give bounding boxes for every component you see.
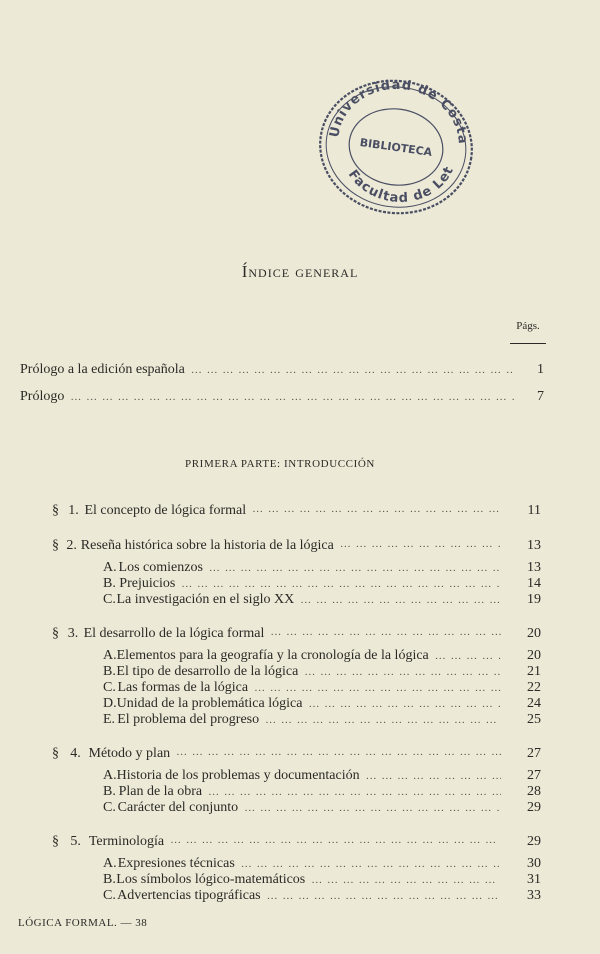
subsection-title: Prejuicios xyxy=(119,576,176,591)
subsection-letter: B. xyxy=(103,664,116,679)
section-page: 29 xyxy=(527,834,541,849)
dot-leader xyxy=(300,592,501,608)
section-symbol: § xyxy=(52,503,59,518)
dot-leader xyxy=(435,648,501,664)
section-title: Terminología xyxy=(88,834,165,849)
toc-subsection xyxy=(103,872,501,888)
subsection-letter: C. xyxy=(103,680,116,695)
subsection-page: 14 xyxy=(527,576,541,591)
toc-entry-label: Prólogo xyxy=(20,389,65,404)
toc-subsection xyxy=(103,664,501,680)
subsection-title: El problema del progreso xyxy=(117,712,260,727)
dot-leader xyxy=(366,768,501,784)
dot-leader xyxy=(340,538,501,554)
subsection-page: 20 xyxy=(527,648,541,663)
dot-leader xyxy=(170,834,501,850)
dot-leader xyxy=(254,680,501,696)
subsection-title: Los comienzos xyxy=(118,560,203,575)
dot-leader xyxy=(267,888,501,904)
section-number: 5. xyxy=(70,834,81,849)
toc-entry-label: Prólogo a la edición española xyxy=(20,362,185,377)
subsection-title: Elementos para la geografía y la cronología de la lógica xyxy=(116,648,429,663)
subsection-title: Las formas de la lógica xyxy=(117,680,249,695)
section-number: 1. xyxy=(68,503,79,518)
subsection-letter: A. xyxy=(103,560,117,575)
dot-leader xyxy=(270,626,501,642)
subsection-letter: B. xyxy=(103,872,116,887)
section-title: Reseña histórica sobre la historia de la lógica xyxy=(80,538,334,553)
dot-leader xyxy=(176,746,501,762)
dot-leader xyxy=(304,664,501,680)
subsection-letter: C. xyxy=(103,888,116,903)
section-symbol: § xyxy=(52,538,59,553)
toc-section xyxy=(52,503,501,519)
toc-subsection xyxy=(103,768,501,784)
pages-column-label: Págs. xyxy=(516,320,540,332)
subsection-page: 19 xyxy=(527,592,541,607)
section-page: 13 xyxy=(527,538,541,553)
toc-subsection xyxy=(103,680,501,696)
page-title: Índice general xyxy=(241,262,359,281)
subsection-letter: B. xyxy=(103,784,116,799)
subsection-page: 27 xyxy=(527,768,541,783)
subsection-title: Unidad de la problemática lógica xyxy=(116,696,303,711)
toc-subsection xyxy=(103,712,501,728)
toc-entry-front xyxy=(20,389,544,405)
subsection-letter: A. xyxy=(103,856,117,871)
subsection-title: Carácter del conjunto xyxy=(117,800,239,815)
subsection-page: 30 xyxy=(527,856,541,871)
dot-leader xyxy=(241,856,501,872)
subsection-letter: A. xyxy=(103,768,117,783)
toc-subsection xyxy=(103,696,501,712)
section-number: 3. xyxy=(67,626,79,641)
section-number: 4. xyxy=(70,746,81,761)
toc-entry-page: 7 xyxy=(537,389,544,404)
subsection-page: 31 xyxy=(527,872,541,887)
section-symbol: § xyxy=(52,626,59,641)
subsection-title: Historia de los problemas y documentación xyxy=(116,768,360,783)
section-symbol: § xyxy=(52,746,59,761)
toc-subsection xyxy=(103,576,501,592)
toc-section xyxy=(52,834,501,850)
subsection-title: La investigación en el siglo XX xyxy=(116,592,295,607)
subsection-page: 33 xyxy=(527,888,541,903)
section-page: 20 xyxy=(527,626,541,641)
pages-column-rule xyxy=(510,343,546,344)
dot-leader xyxy=(208,784,501,800)
toc-entry-page: 1 xyxy=(537,362,544,377)
subsection-page: 13 xyxy=(527,560,541,575)
dot-leader xyxy=(252,503,501,519)
section-page: 11 xyxy=(527,503,541,518)
stamp-center: BIBLIOTECA xyxy=(358,135,433,160)
stamp-arc-bottom: Facultad de Letras xyxy=(344,163,458,207)
section-symbol: § xyxy=(52,834,59,849)
toc-subsection xyxy=(103,856,501,872)
section-number: 2. xyxy=(66,538,77,553)
dot-leader xyxy=(308,696,501,712)
toc-section xyxy=(52,538,501,554)
subsection-page: 28 xyxy=(527,784,541,799)
library-stamp xyxy=(312,72,480,222)
subsection-title: Los símbolos lógico-matemáticos xyxy=(116,872,306,887)
toc-subsection xyxy=(103,560,501,576)
subsection-letter: B. xyxy=(103,576,116,591)
subsection-title: Expresiones técnicas xyxy=(117,856,235,871)
dot-leader xyxy=(265,712,501,728)
stamp-arc-top: Universidad de Costa xyxy=(327,77,471,146)
toc-subsection xyxy=(103,800,501,816)
toc-section xyxy=(52,746,501,762)
toc-subsection xyxy=(103,784,501,800)
subsection-title: El tipo de desarrollo de la lógica xyxy=(116,664,299,679)
section-page: 27 xyxy=(527,746,541,761)
subsection-title: Plan de la obra xyxy=(118,784,203,799)
dot-leader xyxy=(191,364,514,376)
part-heading: PRIMERA PARTE: INTRODUCCIÓN xyxy=(185,458,375,470)
toc-entry-front xyxy=(20,362,544,378)
subsection-title: Advertencias tipográficas xyxy=(117,888,261,903)
dot-leader xyxy=(181,576,501,592)
subsection-page: 24 xyxy=(527,696,541,711)
subsection-page: 29 xyxy=(527,800,541,815)
subsection-letter: D. xyxy=(103,696,117,711)
toc-section xyxy=(52,626,501,642)
subsection-letter: E. xyxy=(103,712,116,727)
dot-leader xyxy=(209,560,501,576)
dot-leader xyxy=(70,391,514,403)
section-title: El concepto de lógica formal xyxy=(84,503,247,518)
subsection-letter: C. xyxy=(103,592,116,607)
page-footer: LÓGICA FORMAL. — 38 xyxy=(18,917,148,929)
dot-leader xyxy=(244,800,501,816)
subsection-page: 22 xyxy=(527,680,541,695)
subsection-page: 21 xyxy=(527,664,541,679)
subsection-letter: C. xyxy=(103,800,116,815)
toc-subsection xyxy=(103,592,501,608)
section-title: El desarrollo de la lógica formal xyxy=(83,626,265,641)
toc-subsection xyxy=(103,648,501,664)
toc-subsection xyxy=(103,888,501,904)
subsection-letter: A. xyxy=(103,648,117,663)
subsection-page: 25 xyxy=(527,712,541,727)
section-title: Método y plan xyxy=(88,746,171,761)
dot-leader xyxy=(311,872,501,888)
